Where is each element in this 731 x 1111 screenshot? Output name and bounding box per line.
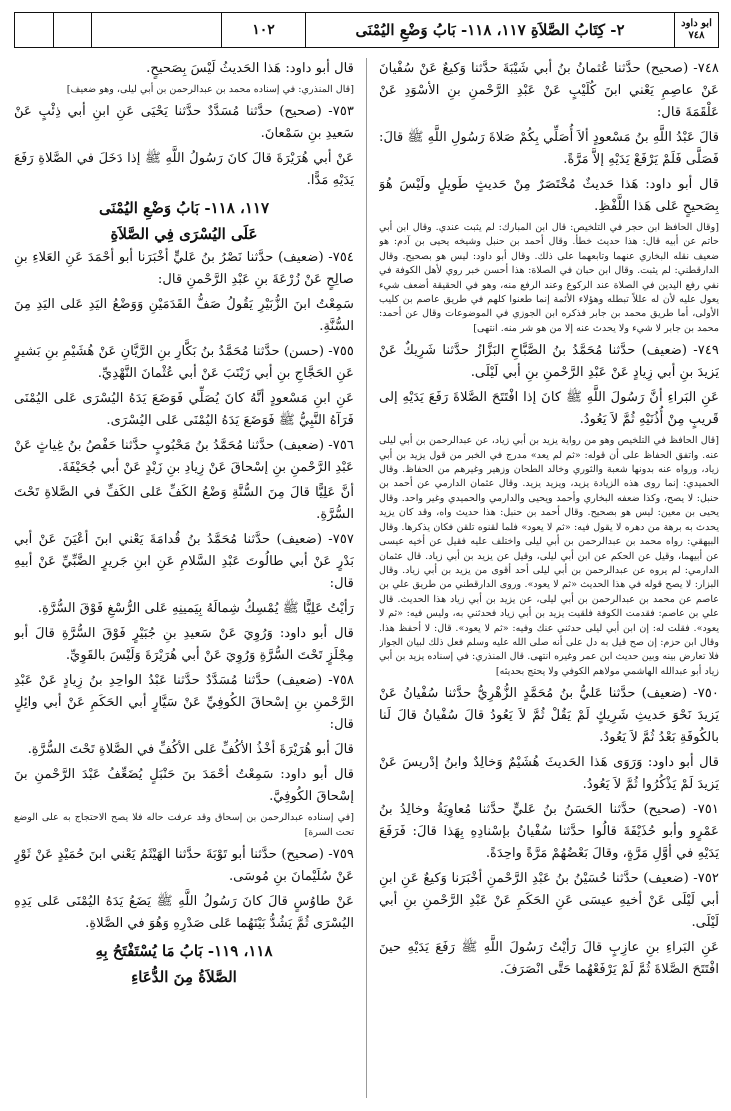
hadith-755-text: عَنِ ابنِ مَسْعودٍ أنَّهُ كانَ يُصَلِّي فَوَضَعَ يَدَهُ اليُسْرَى عَلى اليُمْنَى فَرَآهُ النَّبِيُّ ﷺ فَوَضَعَ يَدَهُ اليُمْنَى عَلى اليُسْرَى.	[14, 391, 354, 429]
footnote-758: [في إسناده عبدالرحمن بن إسحاق وقد عرفت حاله فلا يصح الاحتجاج به على الوضع تحت السرة]	[14, 812, 354, 838]
book-name: ابو داود	[681, 18, 712, 29]
column-divider	[366, 58, 367, 1098]
book-reference	[674, 13, 718, 47]
hadith-759-text: عَنْ طاوُسٍ قالَ كانَ رَسُولُ اللَّهِ ﷺ يَضَعُ يَدَهُ اليُمْنَى عَلى يَدِهِ اليُسْرَى ثُمَّ يَشُدُّ بَيْنَهُما عَلى صَدْرِهِ وَهُوَ في الصَّلاةِ.	[14, 894, 354, 932]
chapter-heading-sub: عَلَى اليُسْرَى فِي الصَّلاَةِ	[110, 225, 258, 244]
header-empty-cell	[91, 13, 221, 47]
footnote-748: [وقال الحافظ ابن حجر في التلخيص: قال ابن المبارك: لم يثبت عندي. وقال ابن أبي حاتم عن أبيه قال: هذا حديث خطأ. وقال أحمد بن حنبل وشيخه يحيى بن آدم: هو ضعيف نقله البخاري عنهما وتابعهما على ذلك. وقال أبو داود: ليس هو بصحيح. وقال الدارقطني: لم يثبت. وقال ابن حبان في الصلاة: هذا أحسن خبر روي لأهل الكوفة في نفي رفع اليدين في الصلاة عند الركوع وعند الرفع منه، وهو في الحقيقة أضعف شيء يعول عليه لأن له عللاً تبطله وهؤلاء الأئمة إنما طعنوا كلهم في طريق عاصم بن كليب الأولى، أما طريق محمد بن جابر فذكره ابن الجوزي في الموضوعات وقال عن أحمد: محمد بن جابر لا شيء ولا يحدث عنه إلا من هو شر منه. انتهى]	[379, 222, 719, 334]
right-column	[379, 58, 719, 1098]
hadith-750: ٧٥٠- (ضعيف) حدَّثنا عَليُّ بنُ مُحَمَّدٍ الزُّهْرِيُّ حدَّثنا سُفْيانُ عَنْ يَزيدَ نَحْوَ حَديثِ شَرِيكٍ لَمْ يَقُلْ ثُمَّ لاَ يَعُودُ قالَ سُفْيانُ قالَ لَنا بالكُوفَةِ بَعْدُ ثُمَّ لاَ يَعُودُ.	[379, 686, 719, 746]
header-empty-cell	[15, 13, 53, 47]
abu-dawud-comment: قال أبو داود: هَذا حَديثٌ مُخْتَصَرٌ مِنْ حَديثٍ طَويلٍ ولَيْسَ هُوَ بِصَحيحٍ عَلى هَذا اللَّفْظِ.	[379, 177, 719, 214]
hadith-758-text: قالَ أبو هُرَيْرَةَ أخْذُ الأكُفِّ عَلى الأكُفِّ في الصَّلاةِ تَحْتَ السُّرَّةِ.	[27, 742, 354, 758]
abu-dawud-comment: قال أبو داود: هَذا الحَديثُ لَيْسَ بِصَحيحٍ.	[146, 61, 354, 76]
footnote-749: [قال الحافظ في التلخيص وهو من رواية يزيد بن أبي زياد، عن عبدالرحمن بن أبي ليلى عنه. واتفق الحفاظ على أن قوله: «ثم لم يعد» مدرج في الخبر من قول يزيد بن أبي زياد، ورواه عنه بدونها شعبة والثوري وخالد الطحان وزهير وغيرهم من الحفاظ. وقال الحميدي: إنما روى هذه الزيادة يزيد، ويزيد يزيد. وقال عثمان الدارمي عن أحمد بن حنبل: لا يصح، وكذا ضعفه البخاري وأحمد ويحيى والدارمي والحميدي وغير واحد. وقال يحيى بن معين: ليس هو بصحيح. وقال أحمد بن حنبل: هذا حديث واه، وقد كان يزيد يحدث به برهة من دهره لا يقول فيه: «ثم لا يعود» فلما لقنوه تلقن فكان يذكرها. وقال البيهقي: رواه محمد بن عبدالرحمن بن أبي ليلى واختلف عليه فقيل عن أخيه عيسى عن أبيهما، وقيل عن الحكم عن ابن أبي ليلى، وقيل عن يزيد بن أبي زياد. قال عثمان الدارمي: لم يروه عن عبدالرحمن بن أبي ليلى أحد أقوى من يزيد بن أبي زياد. وقال البزار: لا يصح قوله في هذا الحديث «ثم لا يعود». وروى الدارقطني من طريق علي بن عاصم عن محمد بن عبدالرحمن بن أبي ليلى، عن يزيد بن أبي زياد هذا الحديث. قال علي بن عاصم: فقدمت الكوفة فلقيت يزيد بن أبي زياد فحدثني به، وليس فيه: «ثم لا يعود». فقلت له: إن ابن أبي ليلى حدثني عنك وفيه: «ثم لا يعود». قال: لا أحفظ هذا. وقال ابن حزم: إن صح قيل به دل على أنه صلى الله عليه وسلم فعل ذلك لبيان الجواز فلا تعارض بينه وبين حديث ابن عمر وغيره انتهى. قال المنذري: في إسناده يزيد بن أبي زياد أبو عبدالله الهاشمي مولاهم الكوفي ولا يحتج بحديثه]	[379, 435, 719, 677]
chapter-heading: ١١٨، ١١٩- بَابُ مَا يُسْتَفْتَحُ بِهِ	[95, 942, 273, 961]
hadith-758-isnad: ٧٥٨- (ضعيف) حدَّثنا مُسَدَّدٌ حدَّثنا عَبْدُ الواحِدِ بنُ زِيادٍ عَنْ عَبْدِ الرَّحْمنِ بنِ إسْحاقَ الكُوفِيِّ عَنْ سَيَّارٍ أبي الحَكَمِ عَنْ أبي وائِلٍ قال:	[14, 673, 354, 733]
page	[14, 12, 719, 1102]
footnote-mundhiri: [قال المنذري: في إسناده محمد بن عبدالرحمن بن أبي ليلى، وهو ضعيف]	[66, 84, 354, 95]
hadith-754-isnad: ٧٥٤- (ضعيف) حدَّثنا نَصْرُ بنُ عَليٍّ أخْبَرَنا أبو أحْمَدَ عَنِ العَلاءِ بنِ صالِحٍ عَنْ زُرْعَةَ بنِ عَبْدِ الرَّحْمنِ قال:	[14, 250, 354, 288]
hadith-749-isnad: ٧٤٩- (ضعيف) حدَّثنا مُحَمَّدُ بنُ الصَّبَّاحِ البَزَّازُ حدَّثنا شَرِيكٌ عَنْ يَزيدَ بنِ أبي زِيادٍ عَنْ عَبْدِ الرَّحْمنِ بنِ أبي لَيْلَى.	[379, 343, 719, 381]
abu-dawud-comment: قال أبو داود: وَرَوَى هَذا الحَديثَ هُشَيْمٌ وَخالِدٌ وابنُ إدْريسَ عَنْ يَزيدَ لَمْ يَذْكُرُوا ثُمَّ لاَ يَعُودُ.	[379, 755, 719, 793]
header-empty-cell	[53, 13, 91, 47]
hadith-757-isnad: ٧٥٧- (ضعيف) حدَّثنا مُحَمَّدُ بنُ قُدامَةَ يَعْني ابنَ أعْيَنَ عَنْ أبي بَدْرٍ عَنْ أبي طالُوتَ عَبْدِ السَّلامِ عَنِ ابنِ جَريرٍ الضَّبِّيِّ عَنْ أبيهِ قال:	[14, 532, 354, 592]
chapter-heading-sub: الصَّلاَةُ مِنَ الدُّعَاءِ	[131, 968, 237, 987]
hadith-754-text: سَمِعْتُ ابنَ الزُّبَيْرِ يَقُولُ صَفُّ القَدَمَيْنِ وَوَضْعُ اليَدِ عَلى اليَدِ مِنَ السُّنَّةِ.	[14, 297, 354, 335]
hadith-759-isnad: ٧٥٩- (صحيح) حدَّثنا أبو تَوْبَةَ حدَّثنا الهَيْثَمُ يَعْني ابنَ حُمَيْدٍ عَنْ ثَوْرٍ عَنْ سُلَيْمانَ بنِ مُوسَى.	[14, 847, 354, 885]
abu-dawud-comment: قال أبو داود: سَمِعْتُ أحْمَدَ بنَ حَنْبَلٍ يُضَعِّفُ عَبْدَ الرَّحْمنِ بنَ إسْحاقَ الكُوفِيَّ.	[14, 767, 354, 805]
abu-dawud-comment: قال أبو داود: وَرُوِيَ عَنْ سَعيدِ بنِ جُبَيْرٍ فَوْقَ السُّرَّةِ قالَ أبو مِجْلَزٍ تَحْتَ السُّرَّةِ وَرُوِيَ عَنْ أبي هُرَيْرَةَ وَلَيْسَ بالقَوِيِّ.	[14, 626, 354, 664]
hadith-751: ٧٥١- (صحيح) حدَّثنا الحَسَنُ بنُ عَليٍّ حدَّثنا مُعاوِيَةُ وخالِدُ بنُ عَمْرٍو وأبو حُذَيْفَةَ قالُوا حدَّثنا سُفْيانُ بإسْنادِهِ بِهَذا قالَ: فَرَفَعَ يَدَيْهِ في أوَّلِ مَرَّةٍ، وقالَ بَعْضُهُمْ مَرَّةً واحِدَةً.	[379, 802, 719, 862]
hadith-755-isnad: ٧٥٥- (حسن) حدَّثنا مُحَمَّدُ بنُ بَكَّارِ بنِ الرَّيَّانِ عَنْ هُشَيْمِ بنِ بَشيرٍ عَنِ الحَجَّاجِ بنِ أبي زَيْنَبَ عَنْ أبي عُثْمانَ النَّهْدِيِّ.	[14, 344, 354, 382]
chapter-title: ٢- كِتَابُ الصَّلاَةِ ١١٧، ١١٨- بَابُ وَضْعِ اليُمْنَى	[305, 13, 674, 47]
hadith-range: ٧٤٨	[688, 30, 705, 41]
hadith-753-text: عَنْ أبي هُرَيْرَةَ قالَ كانَ رَسُولُ اللَّهِ ﷺ إذا دَخَلَ في الصَّلاةِ رَفَعَ يَدَيْهِ مَدًّا.	[14, 151, 354, 189]
hadith-756-text: أنَّ عَلِيًّا قالَ مِنَ السُّنَّةِ وَضْعُ الكَفِّ عَلى الكَفِّ في الصَّلاةِ تَحْتَ السُّرَّةِ.	[14, 485, 354, 523]
hadith-757-text: رَأيْتُ عَلِيًّا ﷺ يُمْسِكُ شِمالَهُ بِيَمينِهِ عَلى الرُّسْغِ فَوْقَ السُّرَّةِ.	[37, 601, 354, 617]
hadith-749-text: عَنِ البَراءِ أنَّ رَسُولَ اللَّهِ ﷺ كانَ إذا افْتَتَحَ الصَّلاةَ رَفَعَ يَدَيْهِ إلى قَريبٍ مِنْ أُذُنَيْهِ ثُمَّ لاَ يَعُودُ.	[379, 390, 719, 428]
hadith-752-isnad: ٧٥٢- (ضعيف) حدَّثنا حُسَيْنُ بنُ عَبْدِ الرَّحْمنِ أخْبَرَنا وَكيعٌ عَنِ ابنِ أبي لَيْلَى عَنْ أخيهِ عيسَى عَنِ الحَكَمِ عَنْ عَبْدِ الرَّحْمنِ بنِ أبي لَيْلَى.	[379, 871, 719, 931]
left-column	[14, 58, 354, 1098]
hadith-752-text: عَنِ البَراءِ بنِ عازِبٍ قالَ رَأيْتُ رَسُولَ اللَّهِ ﷺ رَفَعَ يَدَيْهِ حينَ افْتَتَحَ الصَّلاةَ ثُمَّ لَمْ يَرْفَعْهُما حَتَّى انْصَرَفَ.	[379, 940, 719, 978]
hadith-753-isnad: ٧٥٣- (صحيح) حدَّثنا مُسَدَّدٌ حدَّثنا يَحْيَى عَنِ ابنِ أبي ذِئْبٍ عَنْ سَعيدِ بنِ سَمْعانَ.	[14, 104, 354, 142]
hadith-748-isnad: ٧٤٨- (صحيح) حدَّثنا عُثمانُ بنُ أبي شَيْبَةَ حدَّثنا وَكيعٌ عَنْ سُفْيانَ عَنْ عاصِمِ يَعْني ابنَ كُلَيْبٍ عَنْ عَبْدِ الرَّحْمنِ بنِ الأسْوَدِ عَنْ عَلْقَمَةَ قال:	[379, 61, 719, 120]
hadith-756-isnad: ٧٥٦- (ضعيف) حدَّثنا مُحَمَّدُ بنُ مَحْبُوبٍ حدَّثنا حَفْصُ بنُ غِياثٍ عَنْ عَبْدِ الرَّحْمنِ بنِ إسْحاقَ عَنْ زِيادِ بنِ زَيْدٍ عَنْ أبي جُحَيْفَةَ.	[14, 438, 354, 476]
page-number: ١٠٢	[221, 13, 305, 47]
chapter-heading: ١١٧، ١١٨- بَابُ وَضْعِ اليُمْنَى	[98, 199, 270, 218]
hadith-748-text: قالَ عَبْدُ اللَّهِ بنُ مَسْعودٍ ألاَ أُصَلِّي بِكُمْ صَلاةَ رَسُولِ اللَّهِ ﷺ قالَ: فَصَلَّى فَلَمْ يَرْفَعْ يَدَيْهِ إلاَّ مَرَّةً.	[379, 130, 719, 167]
page-header	[14, 12, 719, 48]
